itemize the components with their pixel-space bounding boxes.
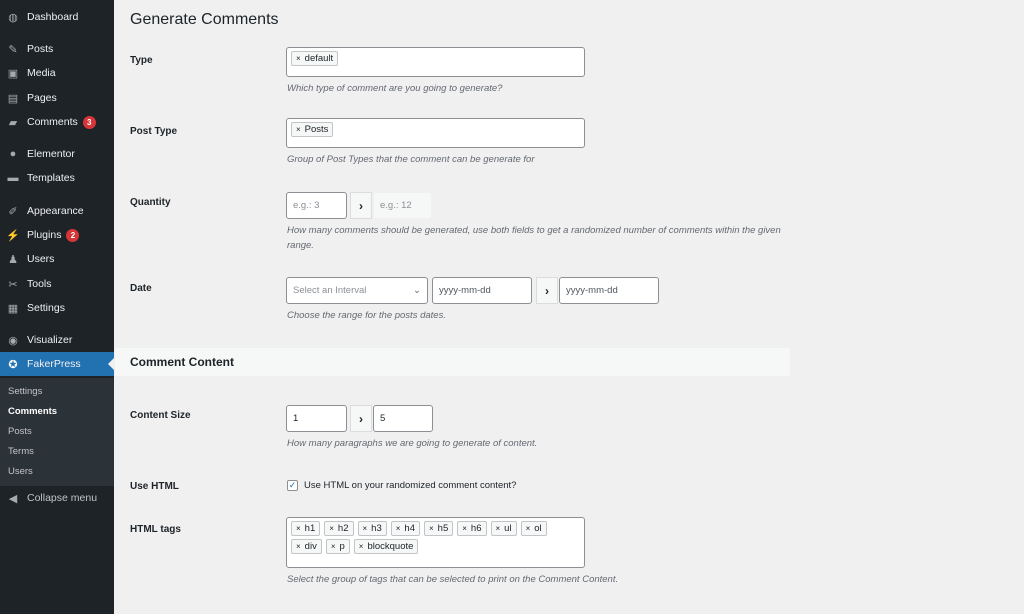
sidebar-item-settings[interactable]: [0, 296, 114, 320]
tag-chip[interactable]: [457, 521, 486, 536]
tag-chip[interactable]: [291, 51, 338, 66]
fakerpress-submenu: [0, 378, 114, 486]
remove-tag-icon[interactable]: ×: [462, 524, 467, 533]
sidebar-item-label: Comments: [27, 116, 78, 128]
tag-chip[interactable]: [391, 521, 420, 536]
remove-tag-icon[interactable]: ×: [358, 542, 364, 551]
type-description: Which type of comment are you going to generate?: [287, 83, 503, 94]
tag-label: p: [339, 541, 345, 552]
date-description: Choose the range for the posts dates.: [287, 310, 446, 321]
tag-chip[interactable]: [358, 521, 387, 536]
sidebar-item-label: Templates: [27, 172, 75, 184]
sidebar-item-media[interactable]: [0, 61, 114, 85]
tag-label: blockquote: [367, 541, 414, 552]
sidebar-item-elementor[interactable]: [0, 142, 114, 166]
tag-label: h1: [304, 523, 316, 534]
value: 5: [380, 413, 386, 424]
quantity-description: How many comments should be generated, use both fields to get a randomized number of comments within the given range.: [287, 225, 781, 251]
remove-tag-icon[interactable]: ×: [296, 542, 301, 551]
plugin-icon: ⚡: [6, 229, 20, 242]
sidebar-item-fakerpress[interactable]: [0, 352, 114, 376]
date-label: Date: [130, 283, 152, 294]
content-size-label: Content Size: [130, 410, 191, 421]
sidebar-item-tools[interactable]: [0, 272, 114, 296]
quantity-label: Quantity: [130, 197, 171, 208]
sidebar-item-label: Tools: [27, 278, 52, 290]
range-arrow-icon: ›: [536, 277, 558, 304]
sidebar-item-label: Elementor: [27, 148, 75, 160]
sidebar-item-templates[interactable]: [0, 166, 114, 190]
placeholder: Select an Interval: [293, 285, 367, 296]
remove-tag-icon[interactable]: ×: [362, 524, 368, 533]
settings-icon: ▦: [7, 302, 19, 315]
notification-badge: 2: [66, 229, 79, 242]
page-title: Generate Comments: [130, 11, 279, 28]
remove-tag-icon[interactable]: ×: [329, 524, 334, 533]
chevron-down-icon: ⌄: [413, 285, 421, 296]
placeholder: yyyy-mm-dd: [439, 285, 491, 296]
sidebar-item-label: Settings: [27, 302, 65, 314]
sidebar-item-pages[interactable]: [0, 86, 114, 110]
submenu-item-comments[interactable]: Comments: [8, 406, 58, 417]
type-label: Type: [130, 55, 153, 66]
tag-label: h5: [437, 523, 449, 534]
tag-label: ol: [534, 523, 542, 534]
dashboard-icon: ◍: [8, 11, 18, 24]
tag-chip[interactable]: [354, 539, 419, 554]
section-header: [115, 348, 790, 377]
sidebar-item-dashboard[interactable]: [0, 5, 114, 29]
tag-label: h6: [470, 523, 482, 534]
media-icon: ▣: [7, 67, 19, 80]
elementor-icon: ●: [9, 148, 17, 160]
range-arrow-icon: ›: [350, 192, 372, 219]
placeholder: yyyy-mm-dd: [566, 285, 618, 296]
use-html-row: [287, 480, 516, 491]
sidebar-item-label: Media: [27, 67, 56, 79]
placeholder: e.g.: 3: [293, 200, 320, 211]
type-select[interactable]: [286, 47, 585, 77]
submenu-item-settings[interactable]: Settings: [8, 386, 43, 397]
sidebar-item-visualizer[interactable]: [0, 328, 114, 352]
value: 1: [293, 413, 299, 424]
sidebar-item-label: FakerPress: [27, 358, 81, 370]
tag-label: h4: [404, 523, 415, 534]
sidebar-item-appearance[interactable]: [0, 199, 114, 223]
remove-tag-icon[interactable]: ×: [330, 542, 336, 551]
content-size-description: How many paragraphs we are going to generate of content.: [287, 438, 538, 449]
post-type-description: Group of Post Types that the comment can be generate for: [287, 154, 535, 165]
remove-tag-icon[interactable]: ×: [495, 524, 501, 533]
remove-tag-icon[interactable]: ×: [525, 524, 531, 533]
sidebar-item-users[interactable]: [0, 247, 114, 271]
accessibility-icon: ✪: [8, 358, 18, 371]
tag-label: Posts: [304, 124, 329, 135]
post-type-label: Post Type: [130, 126, 178, 137]
sidebar-item-label: Users: [27, 253, 55, 265]
sidebar-item-comments[interactable]: [0, 110, 114, 134]
use-html-checkbox[interactable]: ✓: [288, 480, 297, 490]
sidebar-item-label: Visualizer: [27, 334, 73, 346]
range-arrow-icon: ›: [350, 405, 372, 432]
content-size-min-input[interactable]: [286, 405, 347, 432]
tag-chip[interactable]: [521, 521, 547, 536]
date-start-input[interactable]: [432, 277, 532, 304]
tag-chip[interactable]: [326, 539, 350, 554]
date-end-input[interactable]: [559, 277, 659, 304]
tag-label: h3: [371, 523, 382, 534]
brush-icon: ✐: [8, 205, 18, 218]
remove-tag-icon[interactable]: ×: [395, 524, 401, 533]
submenu-item-terms[interactable]: Terms: [8, 446, 34, 457]
use-html-label: Use HTML: [130, 481, 179, 492]
tag-chip[interactable]: [491, 521, 517, 536]
placeholder: e.g.: 12: [380, 200, 412, 211]
collapse-label: Collapse menu: [27, 492, 98, 504]
use-html-checkbox-label[interactable]: Use HTML on your randomized comment content?: [304, 480, 517, 491]
post-type-select[interactable]: [286, 118, 585, 148]
section-title: Comment Content: [130, 355, 234, 369]
sidebar-item-label: Posts: [27, 43, 54, 55]
tag-label: ul: [504, 523, 512, 534]
sidebar-item-label: Plugins: [27, 229, 62, 241]
collapse-icon: ◀: [8, 492, 18, 505]
sidebar-item-label: Pages: [27, 92, 57, 104]
html-tags-label: HTML tags: [130, 524, 181, 535]
pages-icon: ▤: [7, 92, 19, 105]
interval-select[interactable]: [286, 277, 428, 304]
folder-icon: ▬: [7, 172, 19, 184]
content-size-max-input[interactable]: [373, 405, 433, 432]
notification-badge: 3: [83, 116, 96, 129]
wrench-icon: ✂: [8, 278, 18, 291]
submenu-item-users[interactable]: Users: [8, 466, 33, 477]
submenu-item-posts[interactable]: Posts: [8, 426, 32, 437]
remove-tag-icon[interactable]: ×: [296, 524, 301, 533]
user-icon: ♟: [8, 253, 18, 266]
remove-tag-icon[interactable]: ×: [429, 524, 434, 533]
tag-chip[interactable]: [291, 539, 322, 554]
tag-chip[interactable]: [424, 521, 453, 536]
remove-tag-icon[interactable]: ×: [296, 54, 301, 63]
comment-icon: ▰: [8, 116, 18, 129]
collapse-menu-button[interactable]: [0, 486, 114, 510]
quantity-max-input[interactable]: [373, 192, 432, 219]
tag-chip[interactable]: [324, 521, 353, 536]
tag-label: h2: [337, 523, 349, 534]
chart-icon: ◉: [8, 334, 18, 347]
html-tags-description: Select the group of tags that can be selected to print on the Comment Content.: [287, 574, 619, 585]
admin-sidebar: [0, 0, 114, 614]
sidebar-item-label: Dashboard: [27, 11, 79, 23]
sidebar-item-posts[interactable]: [0, 37, 114, 61]
html-tags-select[interactable]: [286, 517, 585, 568]
sidebar-item-label: Appearance: [27, 205, 84, 217]
remove-tag-icon[interactable]: ×: [296, 125, 301, 134]
tag-chip[interactable]: [291, 122, 333, 137]
tag-label: div: [304, 541, 317, 552]
tag-chip[interactable]: [291, 521, 320, 536]
tag-label: default: [304, 53, 334, 64]
sidebar-item-plugins[interactable]: [0, 223, 114, 247]
quantity-min-input[interactable]: [286, 192, 347, 219]
pin-icon: ✎: [8, 43, 18, 56]
